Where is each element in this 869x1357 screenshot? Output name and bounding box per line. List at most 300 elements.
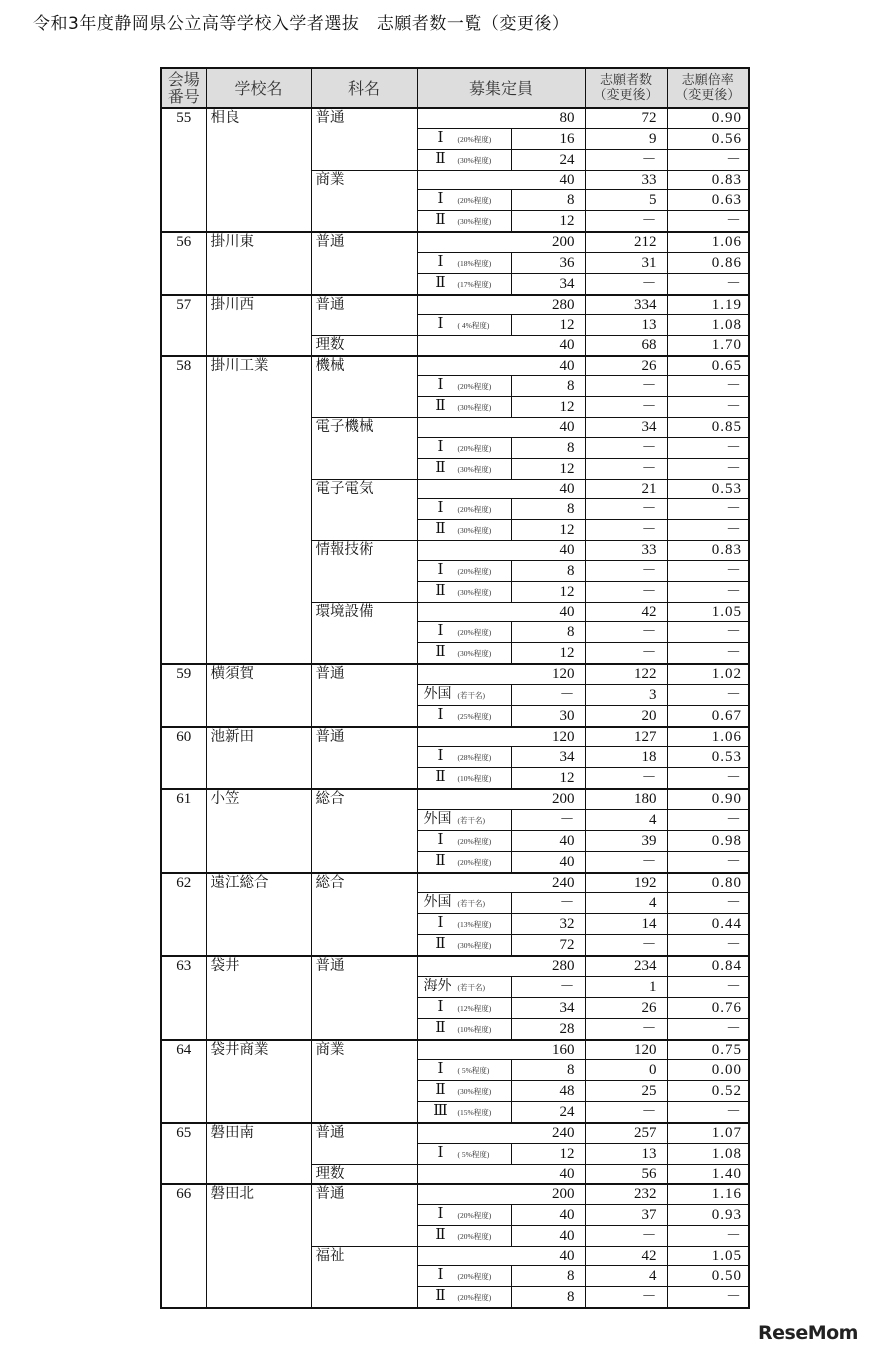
quota-note: (20%程度): [457, 566, 492, 576]
quota-type: 外国: [423, 810, 452, 827]
quota-note: (10%程度): [457, 774, 492, 783]
quota-type: Ⅲ: [433, 1103, 448, 1119]
quota-note: (30%程度): [457, 464, 492, 474]
capacity-value: 24: [511, 1102, 585, 1124]
venue-number: 66: [161, 1184, 206, 1308]
quota-label: [417, 1060, 511, 1081]
capacity-value: 8: [511, 1060, 585, 1081]
ratio-value: 0.53: [667, 479, 749, 499]
quota-note: ( 5%程度): [457, 1149, 490, 1159]
course-name: 情報技術: [311, 541, 417, 603]
course-name: 普通: [311, 232, 417, 295]
table-row: [161, 232, 749, 252]
header-applicants: [585, 68, 667, 108]
quota-label: [417, 1018, 511, 1040]
applicants-value: 257: [585, 1123, 667, 1143]
capacity-value: 36: [511, 252, 585, 273]
capacity-value: 8: [511, 1266, 585, 1287]
table-row: [161, 1184, 749, 1204]
quota-label: [417, 1143, 511, 1164]
capacity-value: 240: [417, 1123, 585, 1143]
header-capacity: 募集定員: [417, 68, 585, 108]
venue-number: 60: [161, 727, 206, 790]
quota-type: Ⅰ: [437, 831, 444, 848]
quota-type: Ⅱ: [435, 398, 446, 414]
applicants-value: －: [585, 581, 667, 602]
ratio-value: 0.65: [667, 356, 749, 376]
quota-label: [417, 851, 511, 873]
school-name: 袋井商業: [206, 1040, 311, 1124]
capacity-value: 160: [417, 1040, 585, 1060]
capacity-value: 200: [417, 1184, 585, 1204]
header-row: [161, 68, 749, 108]
applicants-value: 31: [585, 252, 667, 273]
quota-note: (28%程度): [457, 753, 492, 762]
capacity-value: 40: [417, 170, 585, 190]
ratio-value: 0.80: [667, 873, 749, 893]
applicants-value: 122: [585, 664, 667, 684]
quota-type: Ⅱ: [435, 521, 446, 537]
capacity-value: 40: [417, 541, 585, 561]
quota-note: (20%程度): [457, 1293, 492, 1302]
quota-label: [417, 705, 511, 727]
quota-type: Ⅰ: [437, 129, 444, 146]
header-course: 科名: [311, 68, 417, 108]
quota-label: [417, 1287, 511, 1309]
quota-note: (20%程度): [457, 1210, 492, 1220]
applicants-value: －: [585, 1102, 667, 1124]
applicants-value: 39: [585, 830, 667, 851]
quota-label: [417, 1102, 511, 1124]
quota-label: [417, 935, 511, 957]
quota-type: Ⅰ: [437, 561, 444, 578]
capacity-value: 12: [511, 643, 585, 665]
venue-number: 58: [161, 356, 206, 665]
ratio-value: 0.86: [667, 252, 749, 273]
capacity-value: 40: [511, 851, 585, 873]
ratio-value: 1.07: [667, 1123, 749, 1143]
venue-number: 57: [161, 295, 206, 356]
quota-type: Ⅰ: [437, 1061, 444, 1077]
quota-label: [417, 893, 511, 914]
capacity-value: 40: [417, 418, 585, 438]
ratio-value: 0.67: [667, 705, 749, 727]
ratio-value: －: [667, 643, 749, 665]
ratio-value: 1.06: [667, 727, 749, 747]
ratio-value: －: [667, 809, 749, 830]
course-name: 総合: [311, 873, 417, 957]
resemom-logo: ReseMom: [758, 1322, 858, 1344]
applicants-value: 3: [585, 684, 667, 705]
capacity-value: 12: [511, 768, 585, 790]
applicants-value: 234: [585, 956, 667, 976]
capacity-value: 40: [511, 1225, 585, 1246]
quota-type: Ⅱ: [435, 150, 446, 167]
quota-note: (20%程度): [457, 443, 492, 453]
course-name: 電子電気: [311, 479, 417, 541]
capacity-value: 34: [511, 997, 585, 1018]
venue-number: 62: [161, 873, 206, 957]
quota-label: [417, 581, 511, 602]
course-name: 商業: [311, 1040, 417, 1124]
quota-note: (若干名): [457, 899, 485, 908]
applicants-value: －: [585, 1287, 667, 1309]
ratio-value: －: [667, 520, 749, 541]
quota-type: Ⅰ: [437, 998, 444, 1015]
quota-note: (30%程度): [457, 155, 492, 165]
quota-label: [417, 149, 511, 170]
quota-type: Ⅱ: [435, 459, 446, 476]
course-name: 理数: [311, 1164, 417, 1184]
ratio-value: 1.05: [667, 602, 749, 622]
quota-label: [417, 458, 511, 479]
applicants-value: －: [585, 851, 667, 873]
ratio-value: 0.53: [667, 747, 749, 768]
applicants-value: 13: [585, 315, 667, 336]
quota-label: [417, 376, 511, 397]
header-applicants-line1: 志願者数: [600, 73, 653, 88]
quota-note: (30%程度): [457, 1087, 492, 1096]
capacity-value: 40: [511, 830, 585, 851]
quota-note: (12%程度): [457, 1003, 492, 1013]
school-name: 横須賀: [206, 664, 311, 727]
table-row: [161, 873, 749, 893]
quota-type: Ⅱ: [435, 769, 446, 785]
ratio-value: 0.84: [667, 956, 749, 976]
applicants-value: －: [585, 935, 667, 957]
ratio-value: 0.93: [667, 1204, 749, 1225]
ratio-value: 0.85: [667, 418, 749, 438]
applicants-value: －: [585, 622, 667, 643]
venue-number: 59: [161, 664, 206, 727]
capacity-value: 12: [511, 397, 585, 418]
capacity-value: 8: [511, 437, 585, 458]
applicants-value: －: [585, 1018, 667, 1040]
table-body: [161, 108, 749, 1308]
applicants-value: 180: [585, 789, 667, 809]
quota-note: (20%程度): [457, 134, 492, 144]
venue-number: 55: [161, 108, 206, 232]
quota-note: (30%程度): [457, 403, 492, 412]
quota-label: [417, 1204, 511, 1225]
header-no: [161, 68, 206, 108]
school-name: 掛川東: [206, 232, 311, 295]
quota-label: [417, 397, 511, 418]
header-ratio-line1: 志願倍率: [681, 73, 734, 88]
ratio-value: －: [667, 935, 749, 957]
applicants-value: 34: [585, 418, 667, 438]
capacity-value: 200: [417, 789, 585, 809]
applicants-value: 1: [585, 976, 667, 997]
course-name: 福祉: [311, 1246, 417, 1308]
capacity-value: 16: [511, 128, 585, 149]
quota-label: [417, 273, 511, 295]
venue-number: 65: [161, 1123, 206, 1184]
capacity-value: 40: [417, 1246, 585, 1266]
applicants-value: 33: [585, 170, 667, 190]
applicants-value: －: [585, 437, 667, 458]
quota-note: (20%程度): [457, 836, 492, 846]
applicants-value: 18: [585, 747, 667, 768]
capacity-value: 40: [417, 1164, 585, 1184]
quota-note: ( 5%程度): [457, 1066, 490, 1075]
quota-label: [417, 1266, 511, 1287]
ratio-value: －: [667, 851, 749, 873]
school-name: 磐田北: [206, 1184, 311, 1308]
header-no-line1: 会場: [167, 70, 200, 89]
course-name: 商業: [311, 170, 417, 232]
capacity-value: 32: [511, 914, 585, 935]
applicants-value: 14: [585, 914, 667, 935]
capacity-value: 12: [511, 458, 585, 479]
capacity-value: 200: [417, 232, 585, 252]
course-name: 電子機械: [311, 418, 417, 480]
applicants-value: 127: [585, 727, 667, 747]
capacity-value: 12: [511, 315, 585, 336]
ratio-value: 1.08: [667, 1143, 749, 1164]
capacity-value: －: [511, 684, 585, 705]
quota-label: [417, 809, 511, 830]
capacity-value: 34: [511, 747, 585, 768]
capacity-value: －: [511, 893, 585, 914]
quota-type: Ⅱ: [435, 1082, 446, 1098]
capacity-value: 12: [511, 211, 585, 233]
course-name: 普通: [311, 1123, 417, 1164]
quota-note: (30%程度): [457, 941, 492, 950]
applicants-value: 21: [585, 479, 667, 499]
quota-type: 外国: [423, 894, 452, 910]
applicants-value: 334: [585, 295, 667, 315]
quota-label: [417, 437, 511, 458]
capacity-value: －: [511, 809, 585, 830]
quota-label: [417, 768, 511, 790]
ratio-value: 1.40: [667, 1164, 749, 1184]
school-name: 遠江総合: [206, 873, 311, 957]
capacity-value: 8: [511, 560, 585, 581]
applicants-value: 120: [585, 1040, 667, 1060]
applicants-value: 5: [585, 190, 667, 211]
ratio-value: －: [667, 397, 749, 418]
venue-number: 63: [161, 956, 206, 1040]
applicants-value: －: [585, 397, 667, 418]
capacity-value: 240: [417, 873, 585, 893]
ratio-value: －: [667, 581, 749, 602]
quota-type: Ⅰ: [437, 438, 444, 455]
ratio-value: －: [667, 622, 749, 643]
quota-note: (30%程度): [457, 649, 492, 658]
table-row: [161, 356, 749, 376]
ratio-value: 0.98: [667, 830, 749, 851]
page-title: 令和3年度静岡県公立高等学校入学者選抜 志願者数一覧（変更後）: [33, 14, 570, 34]
applicants-table: [160, 67, 750, 1309]
ratio-value: －: [667, 437, 749, 458]
ratio-value: －: [667, 1018, 749, 1040]
applicants-value: 20: [585, 705, 667, 727]
quota-label: [417, 499, 511, 520]
quota-note: (20%程度): [457, 857, 492, 867]
applicants-value: 13: [585, 1143, 667, 1164]
capacity-value: 8: [511, 376, 585, 397]
applicants-value: 26: [585, 356, 667, 376]
applicants-value: －: [585, 376, 667, 397]
table-row: [161, 956, 749, 976]
applicants-value: －: [585, 1225, 667, 1246]
capacity-value: 8: [511, 499, 585, 520]
quota-type: Ⅱ: [435, 644, 446, 660]
table-row: [161, 727, 749, 747]
quota-note: (15%程度): [457, 1108, 492, 1117]
capacity-value: 120: [417, 664, 585, 684]
quota-type: Ⅰ: [437, 191, 444, 207]
ratio-value: 0.90: [667, 108, 749, 128]
ratio-value: 1.08: [667, 315, 749, 336]
venue-number: 64: [161, 1040, 206, 1124]
table-row: [161, 1040, 749, 1060]
applicants-value: 4: [585, 893, 667, 914]
capacity-value: 12: [511, 520, 585, 541]
venue-number: 61: [161, 789, 206, 873]
quota-label: [417, 520, 511, 541]
course-name: 普通: [311, 295, 417, 336]
applicants-value: －: [585, 560, 667, 581]
quota-type: Ⅰ: [437, 915, 444, 931]
quota-label: [417, 976, 511, 997]
quota-type: Ⅱ: [435, 274, 446, 291]
applicants-value: 42: [585, 602, 667, 622]
quota-label: [417, 914, 511, 935]
header-no-line2: 番号: [167, 87, 200, 106]
quota-label: [417, 643, 511, 665]
ratio-value: 0.50: [667, 1266, 749, 1287]
quota-label: [417, 315, 511, 336]
quota-label: [417, 622, 511, 643]
ratio-value: －: [667, 499, 749, 520]
table-row: [161, 108, 749, 128]
ratio-value: 0.56: [667, 128, 749, 149]
quota-note: (20%程度): [457, 1231, 492, 1241]
quota-type: 海外: [423, 977, 452, 994]
capacity-value: 40: [417, 602, 585, 622]
applicants-value: －: [585, 499, 667, 520]
capacity-value: 48: [511, 1081, 585, 1102]
applicants-value: －: [585, 211, 667, 233]
quota-type: Ⅰ: [437, 1144, 444, 1161]
applicants-value: －: [585, 768, 667, 790]
header-ratio: [667, 68, 749, 108]
ratio-value: 1.02: [667, 664, 749, 684]
capacity-value: 280: [417, 295, 585, 315]
table-row: [161, 664, 749, 684]
capacity-value: 72: [511, 935, 585, 957]
applicants-value: 212: [585, 232, 667, 252]
quota-label: [417, 747, 511, 768]
quota-type: Ⅱ: [435, 1288, 446, 1304]
applicants-value: 56: [585, 1164, 667, 1184]
applicants-value: －: [585, 273, 667, 295]
quota-type: Ⅰ: [437, 500, 444, 516]
capacity-value: 12: [511, 1143, 585, 1164]
header-school: 学校名: [206, 68, 311, 108]
applicants-value: 68: [585, 336, 667, 356]
ratio-value: 1.70: [667, 336, 749, 356]
quota-label: [417, 1225, 511, 1246]
ratio-value: 0.52: [667, 1081, 749, 1102]
applicants-value: －: [585, 643, 667, 665]
ratio-value: －: [667, 458, 749, 479]
capacity-value: 80: [417, 108, 585, 128]
quota-note: (20%程度): [457, 1272, 492, 1281]
course-name: 普通: [311, 664, 417, 727]
quota-label: [417, 997, 511, 1018]
ratio-value: 0.76: [667, 997, 749, 1018]
applicants-value: 192: [585, 873, 667, 893]
quota-note: (25%程度): [457, 711, 492, 721]
quota-note: (30%程度): [457, 526, 492, 535]
quota-type: Ⅱ: [435, 212, 446, 228]
ratio-value: 1.05: [667, 1246, 749, 1266]
venue-number: 56: [161, 232, 206, 295]
capacity-value: －: [511, 976, 585, 997]
ratio-value: －: [667, 768, 749, 790]
applicants-value: －: [585, 149, 667, 170]
quota-type: Ⅱ: [435, 852, 446, 869]
capacity-value: 30: [511, 705, 585, 727]
ratio-value: 0.44: [667, 914, 749, 935]
applicants-value: －: [585, 520, 667, 541]
capacity-value: 8: [511, 190, 585, 211]
quota-label: [417, 1081, 511, 1102]
quota-label: [417, 190, 511, 211]
quota-label: [417, 128, 511, 149]
ratio-value: －: [667, 1225, 749, 1246]
quota-note: (30%程度): [457, 587, 492, 597]
school-name: 小笠: [206, 789, 311, 873]
applicants-value: 26: [585, 997, 667, 1018]
course-name: 普通: [311, 108, 417, 170]
course-name: 総合: [311, 789, 417, 873]
school-name: 磐田南: [206, 1123, 311, 1184]
table-row: [161, 1123, 749, 1143]
quota-note: (若干名): [457, 982, 485, 992]
ratio-value: 1.19: [667, 295, 749, 315]
applicants-value: 25: [585, 1081, 667, 1102]
school-name: 掛川西: [206, 295, 311, 356]
quota-type: Ⅱ: [435, 1226, 446, 1243]
applicants-value: 232: [585, 1184, 667, 1204]
capacity-value: 28: [511, 1018, 585, 1040]
capacity-value: 34: [511, 273, 585, 295]
quota-note: (18%程度): [457, 258, 492, 268]
ratio-value: 0.00: [667, 1060, 749, 1081]
quota-label: [417, 560, 511, 581]
quota-type: Ⅰ: [437, 377, 444, 393]
quota-note: (若干名): [457, 690, 485, 700]
ratio-value: －: [667, 684, 749, 705]
quota-label: [417, 684, 511, 705]
quota-type: 外国: [423, 685, 452, 702]
capacity-value: 40: [511, 1204, 585, 1225]
school-name: 相良: [206, 108, 311, 232]
quota-type: Ⅰ: [437, 1267, 444, 1283]
capacity-value: 40: [417, 356, 585, 376]
quota-note: (若干名): [457, 815, 485, 825]
applicants-value: 42: [585, 1246, 667, 1266]
quota-type: Ⅰ: [437, 253, 444, 270]
applicants-value: －: [585, 458, 667, 479]
ratio-value: －: [667, 560, 749, 581]
capacity-value: 8: [511, 622, 585, 643]
applicants-value: 72: [585, 108, 667, 128]
